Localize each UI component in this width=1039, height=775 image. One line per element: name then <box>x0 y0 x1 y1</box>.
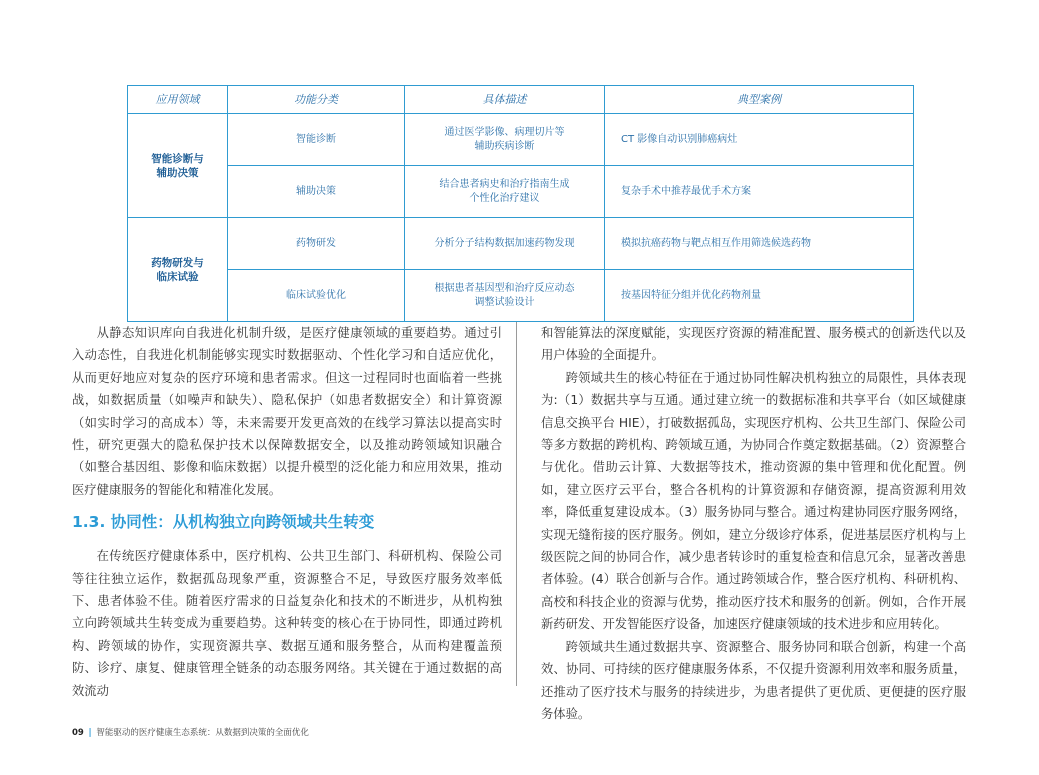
section-title-collaboration: 1.3. 协同性：从机构独立向跨领域共生转变 <box>72 513 375 532</box>
report-title: 智能驱动的医疗健康生态系统：从数据到决策的全面优化 <box>96 728 309 738</box>
paragraph-traditional-system: 在传统医疗健康体系中，医疗机构、公共卫生部门、科研机构、保险公司等往往独立运作，数据孤岛现象严重，资源整合不足，导致医疗服务效率低下、患者体验不佳。随着医疗需求的日益复杂化和技术的不断进步，从机构独立向跨领域共生转变成为重要趋势。这种转变的核心在于协同性，即通过跨机构、跨领域的协作，实现资源共享、数据互通和服务整合，从而构建覆盖预防、诊疗、康复、健康管理全链条的动态服务网络。其关键在于通过数据的高效流动 <box>72 549 502 698</box>
description-cell: 根据患者基因型和治疗反应动态 调整试验设计 <box>405 270 605 322</box>
right-column <box>541 322 966 725</box>
table-row <box>128 114 914 166</box>
table-row <box>128 270 914 322</box>
paragraph-summary: 跨领域共生通过数据共享、资源整合、服务协同和联合创新，构建一个高效、协同、可持续的医疗健康服务体系，不仅提升资源利用效率和服务质量，还推动了医疗技术与服务的持续进步，为患者提供了更优质、更便捷的医疗服务体验。 <box>541 639 966 721</box>
example-cell: 复杂手术中推荐最优手术方案 <box>605 166 914 218</box>
example-cell: 按基因特征分组并优化药物剂量 <box>605 270 914 322</box>
paragraph-core-features: 跨领域共生的核心特征在于通过协同性解决机构独立的局限性，具体表现为:（1）数据共享与互通。通过建立统一的数据标准和共享平台（如区域健康信息交换平台 HIE），打破数据孤岛，实现医疗机构、公共卫生部门、保险公司等多方数据的跨机构、跨领域互通，为协同合作奠定数据基础。（2）资源整合与优化。借助云计算、大数据等技术，推动资源的集中管理和优化配置。例如，建立医疗云平台，整合各机构的计算资源和存储资源，提高资源利用效率，降低重复建设成本。（3）服务协同与整合。通过构建协同医疗服务网络，实现无缝衔接的医疗服务。例如，建立分级诊疗体系，促进基层医疗机构与上级医院之间的协同合作，减少患者转诊时的重复检查和信息冗余，显著改善患者体验。(4）联合创新与合作。通过跨领域合作，整合医疗机构、科研机构、高校和科技企业的资源与优势，推动医疗技术和服务的创新。例如，合作开展新药研发、开发智能医疗设备，加速医疗健康领域的技术进步和应用转化。 <box>541 370 966 632</box>
category-cell: 辅助决策 <box>228 166 405 218</box>
page-footer <box>72 727 309 739</box>
category-cell: 智能诊断 <box>228 114 405 166</box>
example-cell: 模拟抗癌药物与靶点相互作用筛选候选药物 <box>605 218 914 270</box>
table-header-row <box>128 86 914 114</box>
example-cell: CT 影像自动识别肺癌病灶 <box>605 114 914 166</box>
header-domain: 应用领域 <box>128 86 228 114</box>
paragraph-self-evolution: 从静态知识库向自我进化机制升级，是医疗健康领域的重要趋势。通过引入动态性，自我进化机制能够实现实时数据驱动、个性化学习和自适应优化，从而更好地应对复杂的医疗环境和患者需求。但这一过程同时也面临着一些挑战，如数据质量（如噪声和缺失）、隐私保护（如患者数据安全）和计算资源（如实时学习的高成本）等，未来需要开发更高效的在线学习算法以提高实时性，研究更强大的隐私保护技术以保障数据安全，以及推动跨领域知识融合（如整合基因组、影像和临床数据）以提升模型的泛化能力和应用效果，推动医疗健康服务的智能化和精准化发展。 <box>72 326 502 497</box>
application-case-table <box>127 85 914 322</box>
header-category: 功能分类 <box>228 86 405 114</box>
category-cell: 药物研发 <box>228 218 405 270</box>
header-description: 具体描述 <box>405 86 605 114</box>
paragraph-continuation: 和智能算法的深度赋能，实现医疗资源的精准配置、服务模式的创新迭代以及用户体验的全面提升。 <box>541 326 966 363</box>
table-row <box>128 218 914 270</box>
description-cell: 分析分子结构数据加速药物发现 <box>405 218 605 270</box>
table-row <box>128 166 914 218</box>
footer-separator: | <box>88 728 92 738</box>
domain-cell-drug-research: 药物研发与 临床试验 <box>128 218 228 322</box>
description-cell: 通过医学影像、病理切片等 辅助疾病诊断 <box>405 114 605 166</box>
description-cell: 结合患者病史和治疗指南生成 个性化治疗建议 <box>405 166 605 218</box>
page-number: 09 <box>72 728 84 738</box>
left-column <box>72 322 502 702</box>
column-divider <box>516 322 517 686</box>
category-cell: 临床试验优化 <box>228 270 405 322</box>
header-example: 典型案例 <box>605 86 914 114</box>
domain-cell-diagnosis: 智能诊断与 辅助决策 <box>128 114 228 218</box>
